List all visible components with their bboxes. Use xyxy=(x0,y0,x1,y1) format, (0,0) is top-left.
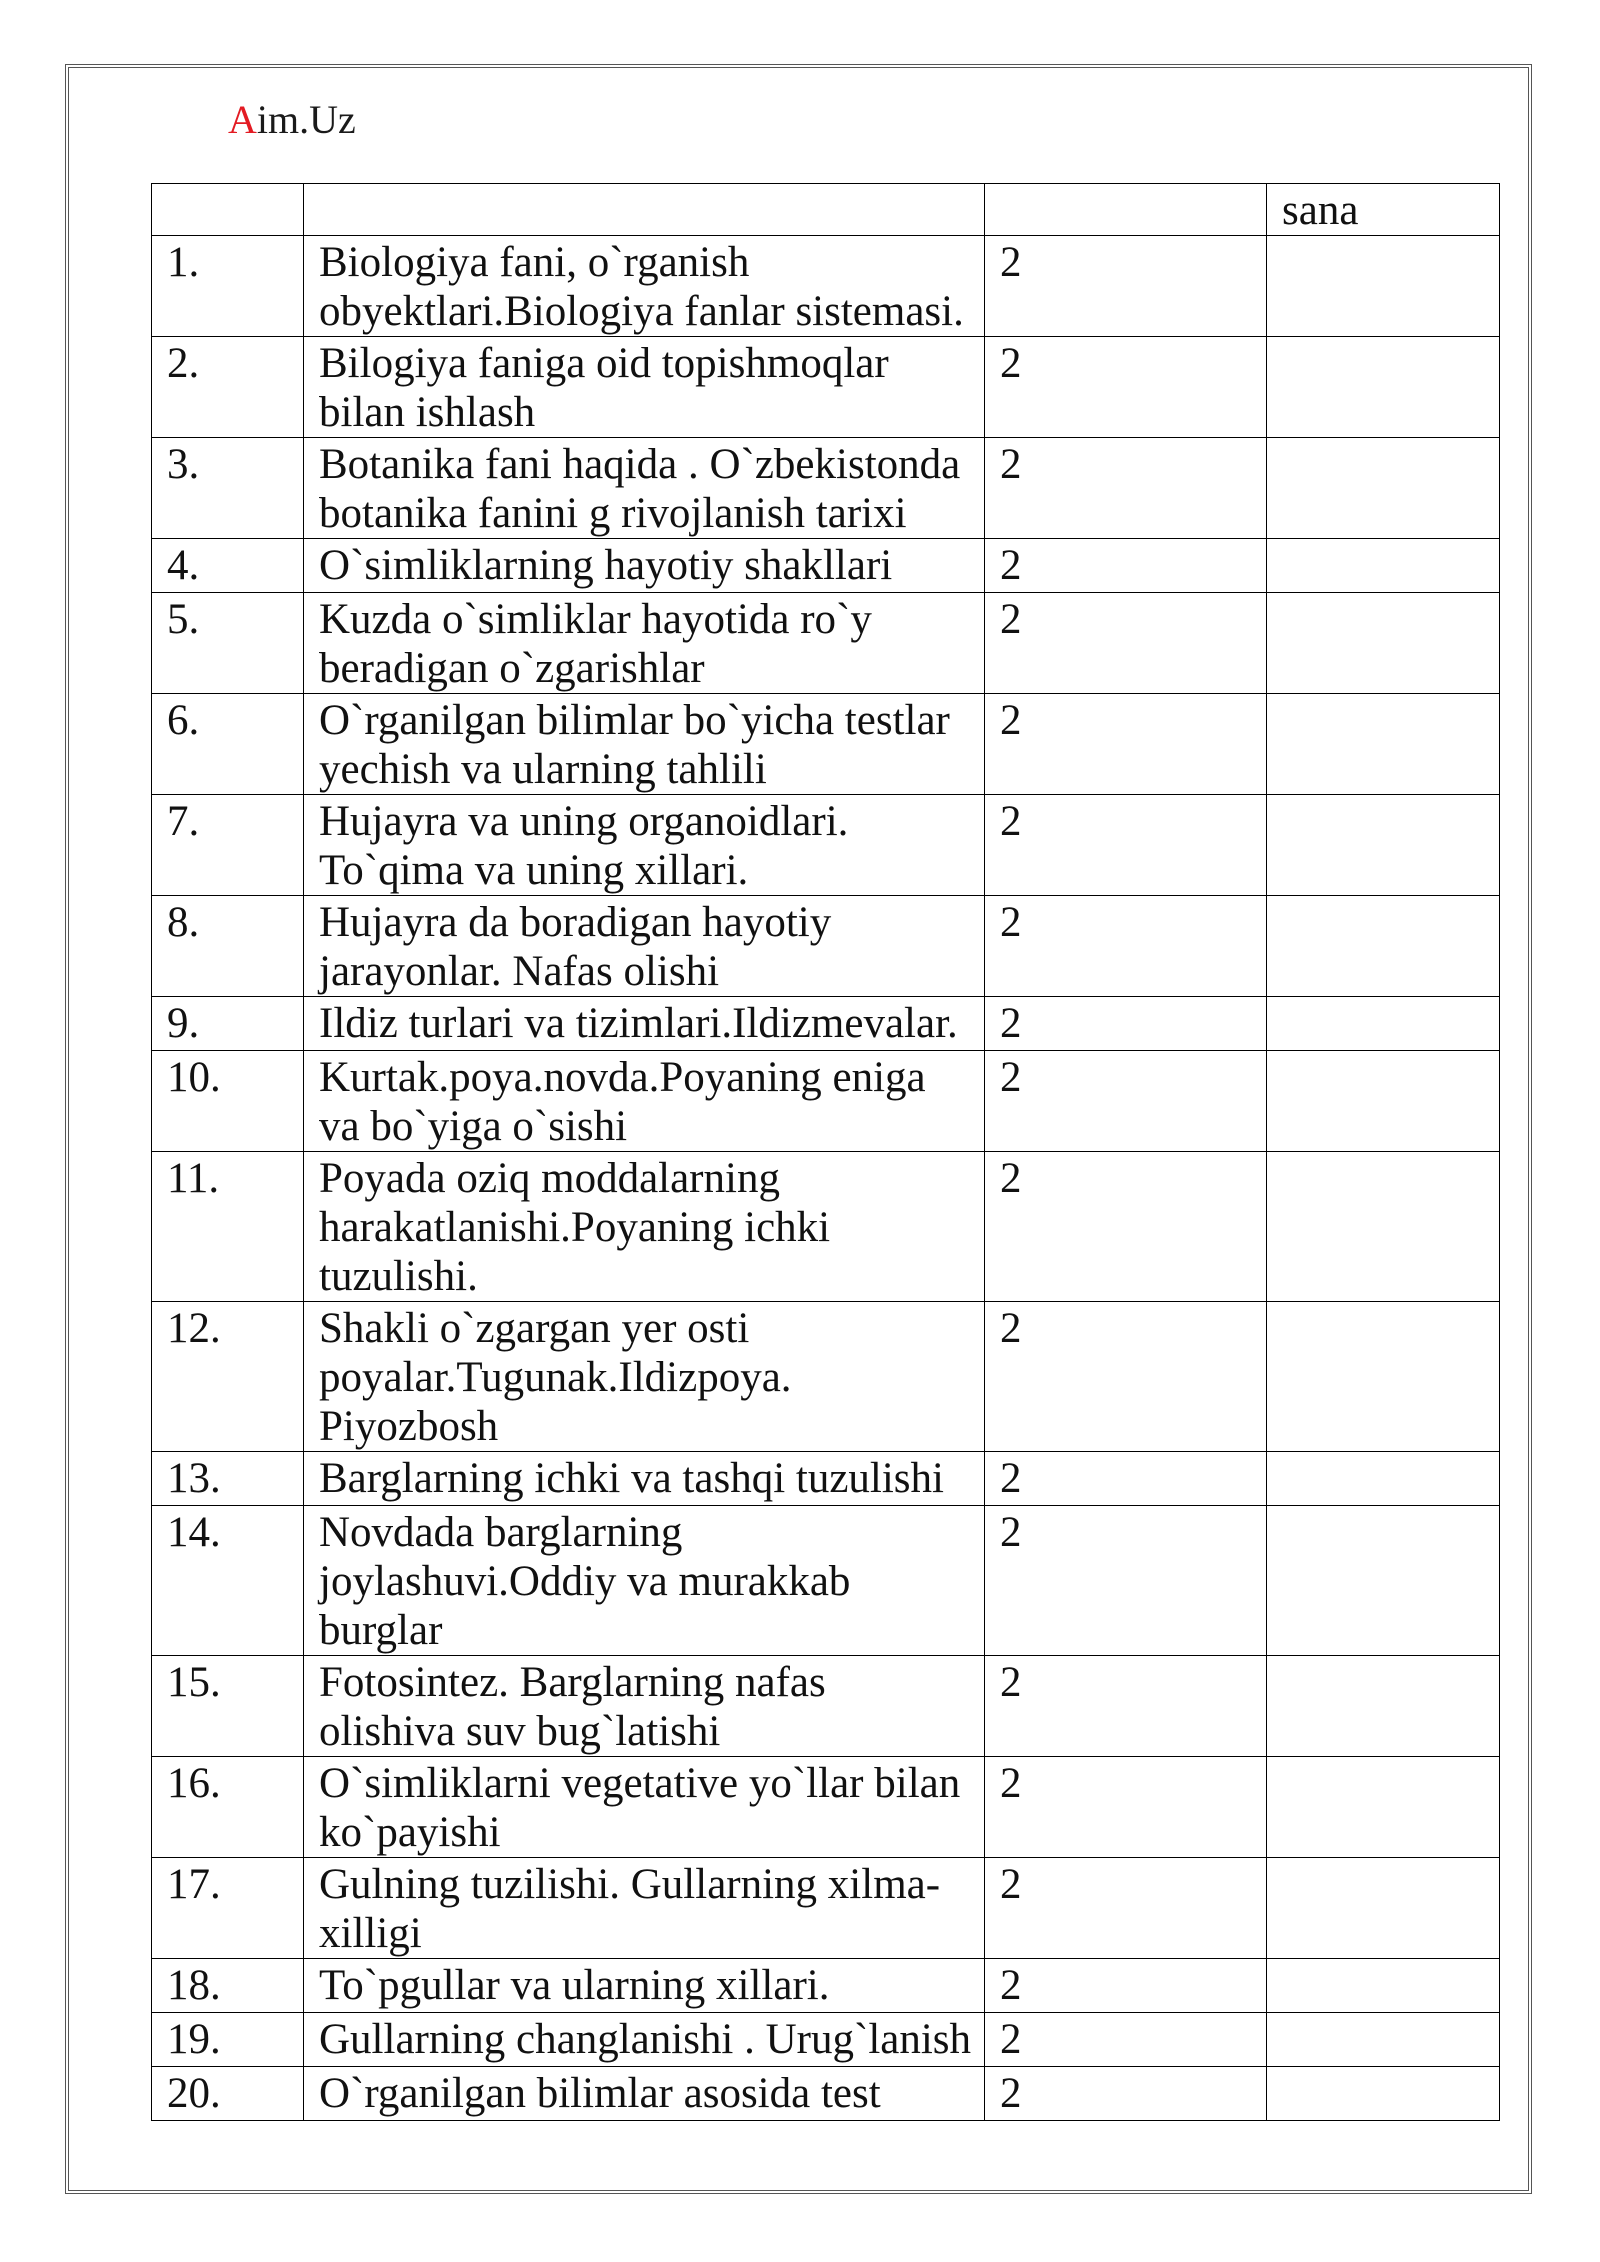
row-date-cell xyxy=(1267,795,1500,896)
row-number-cell: 8. xyxy=(152,896,304,997)
row-hours-cell: 2 xyxy=(985,593,1267,694)
topic-line: Botanika fani haqida . O`zbekistonda xyxy=(319,441,961,488)
topic-line: jarayonlar. Nafas olishi xyxy=(319,948,720,995)
topic-line: olishiva suv bug`latishi xyxy=(319,1708,721,1755)
topic-line: O`rganilgan bilimlar asosida test xyxy=(319,2070,881,2117)
table-row xyxy=(152,1051,1500,1152)
row-date-cell xyxy=(1267,1302,1500,1452)
header-date-cell: sana xyxy=(1267,184,1500,236)
row-date-cell xyxy=(1267,997,1500,1051)
row-topic-cell xyxy=(304,438,985,539)
row-topic-cell xyxy=(304,1152,985,1302)
row-hours-cell: 2 xyxy=(985,694,1267,795)
row-number-cell: 16. xyxy=(152,1757,304,1858)
row-date-cell xyxy=(1267,1656,1500,1757)
row-hours-cell: 2 xyxy=(985,1757,1267,1858)
topic-line: poyalar.Tugunak.Ildizpoya. xyxy=(319,1354,792,1401)
topic-line: Biologiya fani, o`rganish xyxy=(319,239,750,286)
row-date-cell xyxy=(1267,694,1500,795)
row-number-cell: 13. xyxy=(152,1452,304,1506)
row-topic-cell xyxy=(304,896,985,997)
topic-line: bilan ishlash xyxy=(319,389,536,436)
topic-line: Kuzda o`simliklar hayotida ro`y xyxy=(319,596,872,643)
row-number-cell: 2. xyxy=(152,337,304,438)
row-hours-cell: 2 xyxy=(985,896,1267,997)
table-row xyxy=(152,1506,1500,1656)
topic-line: Barglarning ichki va tashqi tuzulishi xyxy=(319,1455,944,1502)
row-number-cell: 3. xyxy=(152,438,304,539)
row-hours-cell: 2 xyxy=(985,1959,1267,2013)
topic-line: yechish va ularning tahlili xyxy=(319,746,767,793)
row-topic-cell xyxy=(304,2067,985,2121)
table-row xyxy=(152,236,1500,337)
row-topic-cell xyxy=(304,1302,985,1452)
topic-line: O`simliklarni vegetative yo`llar bilan xyxy=(319,1760,961,1807)
row-number-cell: 20. xyxy=(152,2067,304,2121)
topic-line: beradigan o`zgarishlar xyxy=(319,645,705,692)
row-hours-cell: 2 xyxy=(985,1152,1267,1302)
table-row xyxy=(152,997,1500,1051)
row-date-cell xyxy=(1267,1506,1500,1656)
row-number-cell: 1. xyxy=(152,236,304,337)
row-topic-cell xyxy=(304,1858,985,1959)
row-topic-cell xyxy=(304,1959,985,2013)
header-topic-cell xyxy=(304,184,985,236)
topic-line: O`rganilgan bilimlar bo`yicha testlar xyxy=(319,697,950,744)
table-row xyxy=(152,795,1500,896)
topic-line: Bilogiya faniga oid topishmoqlar xyxy=(319,340,889,387)
row-topic-cell xyxy=(304,1506,985,1656)
row-number-cell: 11. xyxy=(152,1152,304,1302)
row-number-cell: 17. xyxy=(152,1858,304,1959)
row-hours-cell: 2 xyxy=(985,1302,1267,1452)
topic-line: Gulning tuzilishi. Gullarning xilma- xyxy=(319,1861,941,1908)
row-topic-cell xyxy=(304,1452,985,1506)
row-topic-cell xyxy=(304,593,985,694)
row-hours-cell: 2 xyxy=(985,997,1267,1051)
logo-initial: A xyxy=(228,97,257,142)
table-row xyxy=(152,1302,1500,1452)
row-number-cell: 15. xyxy=(152,1656,304,1757)
topic-line: Shakli o`zgargan yer osti xyxy=(319,1305,750,1352)
site-logo xyxy=(228,97,356,143)
topic-line: Hujayra da boradigan hayotiy xyxy=(319,899,832,946)
row-date-cell xyxy=(1267,337,1500,438)
row-number-cell: 18. xyxy=(152,1959,304,2013)
logo-text: im.Uz xyxy=(256,97,356,142)
topic-line: tuzulishi. xyxy=(319,1253,478,1300)
row-hours-cell: 2 xyxy=(985,2013,1267,2067)
row-hours-cell: 2 xyxy=(985,1656,1267,1757)
topic-line: Ildiz turlari va tizimlari.Ildizmevalar. xyxy=(319,1000,958,1047)
row-topic-cell xyxy=(304,1051,985,1152)
header-hours-cell xyxy=(985,184,1267,236)
topic-line: O`simliklarning hayotiy shakllari xyxy=(319,542,893,589)
row-hours-cell: 2 xyxy=(985,1506,1267,1656)
row-date-cell xyxy=(1267,896,1500,997)
topic-line: Hujayra va uning organoidlari. xyxy=(319,798,849,845)
row-topic-cell xyxy=(304,2013,985,2067)
row-topic-cell xyxy=(304,539,985,593)
row-topic-cell xyxy=(304,997,985,1051)
row-hours-cell: 2 xyxy=(985,795,1267,896)
row-number-cell: 5. xyxy=(152,593,304,694)
topic-line: va bo`yiga o`sishi xyxy=(319,1103,628,1150)
table-row xyxy=(152,1959,1500,2013)
topic-line: Novdada barglarning xyxy=(319,1509,683,1556)
topic-line: Kurtak.poya.novda.Poyaning eniga xyxy=(319,1054,926,1101)
row-hours-cell: 2 xyxy=(985,1452,1267,1506)
row-topic-cell xyxy=(304,694,985,795)
row-hours-cell: 2 xyxy=(985,438,1267,539)
row-date-cell xyxy=(1267,1452,1500,1506)
table-row xyxy=(152,593,1500,694)
table-body xyxy=(152,236,1500,2121)
row-topic-cell xyxy=(304,795,985,896)
row-topic-cell xyxy=(304,1757,985,1858)
table-header-row xyxy=(152,184,1500,236)
table-row xyxy=(152,694,1500,795)
row-hours-cell: 2 xyxy=(985,236,1267,337)
lesson-plan-table xyxy=(151,183,1500,2121)
row-date-cell xyxy=(1267,1757,1500,1858)
topic-line: Piyozbosh xyxy=(319,1403,499,1450)
row-number-cell: 7. xyxy=(152,795,304,896)
row-number-cell: 6. xyxy=(152,694,304,795)
topic-line: ko`payishi xyxy=(319,1809,501,1856)
row-number-cell: 19. xyxy=(152,2013,304,2067)
row-date-cell xyxy=(1267,1858,1500,1959)
table-row xyxy=(152,2013,1500,2067)
topic-line: joylashuvi.Oddiy va murakkab xyxy=(319,1558,851,1605)
row-hours-cell: 2 xyxy=(985,539,1267,593)
topic-line: To`qima va uning xillari. xyxy=(319,847,749,894)
row-date-cell xyxy=(1267,1959,1500,2013)
row-date-cell xyxy=(1267,593,1500,694)
table-row xyxy=(152,1152,1500,1302)
row-number-cell: 4. xyxy=(152,539,304,593)
row-date-cell xyxy=(1267,539,1500,593)
topic-line: obyektlari.Biologiya fanlar sistemasi. xyxy=(319,288,964,335)
row-topic-cell xyxy=(304,236,985,337)
table-row xyxy=(152,1656,1500,1757)
row-date-cell xyxy=(1267,1051,1500,1152)
row-date-cell xyxy=(1267,438,1500,539)
row-topic-cell xyxy=(304,1656,985,1757)
topic-line: Gullarning changlanishi . Urug`lanish xyxy=(319,2016,972,2063)
row-date-cell xyxy=(1267,2067,1500,2121)
table-row xyxy=(152,438,1500,539)
row-date-cell xyxy=(1267,236,1500,337)
topic-line: Fotosintez. Barglarning nafas xyxy=(319,1659,826,1706)
topic-line: burglar xyxy=(319,1607,443,1654)
topic-line: xilligi xyxy=(319,1910,422,1957)
row-number-cell: 14. xyxy=(152,1506,304,1656)
row-number-cell: 10. xyxy=(152,1051,304,1152)
topic-line: To`pgullar va ularning xillari. xyxy=(319,1962,830,2009)
table-row xyxy=(152,1757,1500,1858)
row-hours-cell: 2 xyxy=(985,1051,1267,1152)
row-hours-cell: 2 xyxy=(985,2067,1267,2121)
topic-line: harakatlanishi.Poyaning ichki xyxy=(319,1204,831,1251)
topic-line: Poyada oziq moddalarning xyxy=(319,1155,780,1202)
table-row xyxy=(152,2067,1500,2121)
table-row xyxy=(152,896,1500,997)
topic-line: botanika fanini g rivojlanish tarixi xyxy=(319,490,907,537)
header-number-cell xyxy=(152,184,304,236)
row-date-cell xyxy=(1267,2013,1500,2067)
table-row xyxy=(152,337,1500,438)
row-hours-cell: 2 xyxy=(985,1858,1267,1959)
row-topic-cell xyxy=(304,337,985,438)
row-date-cell xyxy=(1267,1152,1500,1302)
table-row xyxy=(152,1452,1500,1506)
table-row xyxy=(152,539,1500,593)
row-number-cell: 9. xyxy=(152,997,304,1051)
row-number-cell: 12. xyxy=(152,1302,304,1452)
row-hours-cell: 2 xyxy=(985,337,1267,438)
table-row xyxy=(152,1858,1500,1959)
